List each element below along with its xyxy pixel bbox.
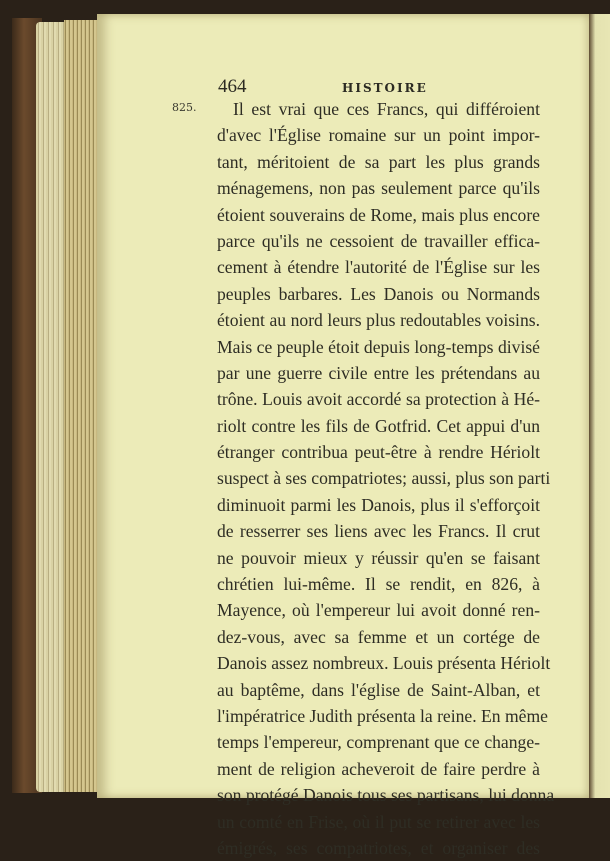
text-line: tant, méritoient de sa part les plus grands <box>217 151 540 172</box>
text-line: étoient souverains de Rome, mais plus encore <box>217 204 540 225</box>
text-line: trône. Louis avoit accordé sa protection à Hé- <box>217 389 540 410</box>
text-line: de resserrer ses liens avec les Francs. Il crut <box>217 521 540 542</box>
text-line: riolt contre les fils de Gotfrid. Cet appui d'un <box>217 415 540 436</box>
text-line: Danois assez nombreux. Louis présenta Hériolt <box>217 653 551 674</box>
text-line: cement à étendre l'autorité de l'Église sur les <box>217 257 540 278</box>
facing-page-edge <box>589 14 610 798</box>
text-line: au baptême, dans l'église de Saint-Alban, et <box>217 679 540 700</box>
text-line: suspect à ses compatriotes; aussi, plus son parti <box>217 468 551 489</box>
text-line: Il est vrai que ces Francs, qui différoient <box>233 99 540 119</box>
text-line: ment de religion acheveroit de faire perdre à <box>217 758 540 779</box>
text-line: temps l'empereur, comprenant que ce change- <box>217 732 540 753</box>
text-line: d'avec l'Église romaine sur un point impor- <box>217 125 540 146</box>
text-line: un comté en Frise, où il put se retirer avec les <box>217 811 540 832</box>
text-line: Mais ce peuple étoit depuis long-temps divisé <box>217 336 540 357</box>
running-head: HISTOIRE <box>342 81 428 95</box>
text-line: ménagemens, non pas seulement parce qu'ils <box>217 178 540 199</box>
text-line: Mayence, où l'empereur lui avoit donné ren- <box>217 600 540 621</box>
text-line: étoient au nord leurs plus redoutables voisins. <box>217 310 540 331</box>
page-number: 464 <box>218 76 247 97</box>
text-line: peuples barbares. Les Danois ou Normands <box>217 283 540 304</box>
text-line: son protégé Danois tous ses partisans, lui donna <box>217 785 555 806</box>
body-text <box>217 96 555 861</box>
text-line: dez-vous, avec sa femme et un cortége de <box>217 626 540 647</box>
text-line: étranger contribua peut-être à rendre Hériolt <box>217 442 540 463</box>
text-line: parce qu'ils ne cessoient de travailler effica- <box>217 230 540 251</box>
text-line: diminuoit parmi les Danois, plus il s'efforçoit <box>217 494 540 515</box>
page-stack-gutter <box>64 20 100 792</box>
text-line: par une guerre civile entre les prétendans au <box>217 362 540 383</box>
margin-date-note: 825. <box>172 101 197 114</box>
text-line: l'impératrice Judith présenta la reine. En même <box>217 705 548 726</box>
text-line: émigrés, ses compatriotes, et organiser des <box>217 837 540 858</box>
text-line: ne pouvoir mieux y réussir qu'en se faisant <box>217 547 540 568</box>
text-line: chrétien lui-même. Il se rendit, en 826, à <box>217 574 540 595</box>
